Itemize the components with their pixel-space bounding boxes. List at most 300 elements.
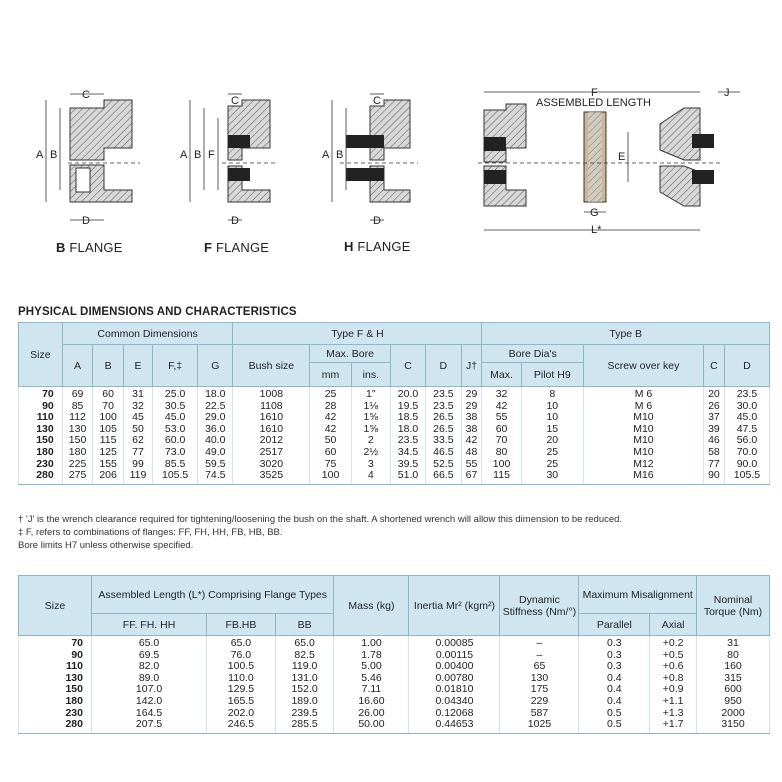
value-cell: 105.5 [724,470,769,484]
value-cell: 38 [461,412,482,424]
value-cell: 23.5 [390,435,425,447]
value-cell: 18.0 [198,387,233,401]
value-cell: 36.0 [198,424,233,436]
value-cell: 315 [697,673,770,685]
value-cell: 67 [461,470,482,484]
value-cell: 16.60 [334,696,409,708]
value-cell: 26.5 [426,412,461,424]
value-cell: 42 [482,401,521,413]
characteristics-row [19,636,770,650]
value-cell: 32 [123,401,152,413]
value-cell: 1⅛ [351,401,390,413]
group-max-bore: Max. Bore [310,345,391,363]
svg-text:B: B [194,149,202,161]
value-cell: 19.5 [390,401,425,413]
size-cell: 180 [19,696,92,708]
value-cell: 23.5 [426,401,461,413]
value-cell: 77 [703,459,724,471]
value-cell: 26.00 [334,708,409,720]
value-cell: +1.3 [650,708,697,720]
col2-axial: Axial [650,614,697,636]
value-cell: 0.12068 [409,708,500,720]
col-pilot: Pilot H9 [521,363,583,387]
value-cell: 180 [62,447,93,459]
value-cell: 82.0 [92,661,207,673]
value-cell: 3150 [697,719,770,733]
value-cell: 28 [310,401,352,413]
value-cell: 207.5 [92,719,207,733]
value-cell: 0.3 [579,650,650,662]
section-title: PHYSICAL DIMENSIONS AND CHARACTERISTICS [18,306,297,318]
value-cell: 2517 [233,447,310,459]
value-cell: 1610 [233,412,310,424]
value-cell: 65.0 [92,636,207,650]
value-cell: 37 [703,412,724,424]
value-cell: 50 [310,435,352,447]
col2-size: Size [19,576,92,636]
value-cell: 51.0 [390,470,425,484]
value-cell: 0.00400 [409,661,500,673]
svg-text:B: B [50,149,58,161]
size-cell: 90 [19,650,92,662]
value-cell: 18.5 [390,412,425,424]
col-g: G [198,345,233,387]
value-cell: 31 [697,636,770,650]
value-cell: 119.0 [275,661,334,673]
value-cell: 66.5 [426,470,461,484]
svg-text:A: A [322,149,330,161]
value-cell: 29 [461,387,482,401]
value-cell: 31 [123,387,152,401]
value-cell: M10 [583,447,703,459]
value-cell: 0.4 [579,696,650,708]
value-cell: 142.0 [92,696,207,708]
dimensions-row [19,424,770,436]
size-cell: 70 [19,636,92,650]
col-b: B [93,345,124,387]
characteristics-row [19,673,770,685]
value-cell: 285.5 [275,719,334,733]
value-cell: 25 [521,459,583,471]
value-cell: 202.0 [207,708,276,720]
value-cell: M10 [583,412,703,424]
value-cell: 85.5 [153,459,198,471]
svg-text:C: C [82,89,90,101]
size-cell: 180 [19,447,63,459]
value-cell: 30.5 [153,401,198,413]
value-cell: 42 [310,412,352,424]
svg-text:F: F [208,149,215,161]
value-cell: 112 [62,412,93,424]
value-cell: +0.5 [650,650,697,662]
value-cell: 70 [482,435,521,447]
value-cell: +0.8 [650,673,697,685]
value-cell: 18.0 [390,424,425,436]
col2-fb: FB.HB [207,614,276,636]
f-flange-label: F FLANGE [204,240,270,255]
value-cell: 80 [482,447,521,459]
h-flange-label: H FLANGE [344,239,411,254]
dimensions-table [18,322,770,485]
size-cell: 90 [19,401,63,413]
characteristics-row [19,708,770,720]
value-cell: 59.5 [198,459,233,471]
value-cell: 50 [123,424,152,436]
col-c: C [390,345,425,387]
value-cell: 229 [500,696,579,708]
value-cell: 73.0 [153,447,198,459]
assembled-drawing [478,87,740,236]
size-cell: 150 [19,435,63,447]
value-cell: 70 [93,401,124,413]
value-cell: 0.5 [579,708,650,720]
value-cell: 33.5 [426,435,461,447]
value-cell: 0.44653 [409,719,500,733]
value-cell: 2 [351,435,390,447]
value-cell: 10 [521,401,583,413]
value-cell: 77 [123,447,152,459]
value-cell: +0.9 [650,684,697,696]
svg-text:D: D [231,215,239,227]
b-flange-label: B FLANGE [56,240,123,255]
svg-text:D: D [373,215,381,227]
value-cell: 23.5 [724,387,769,401]
value-cell: 65.0 [275,636,334,650]
dimensions-row [19,387,770,401]
value-cell: 25.0 [153,387,198,401]
value-cell: 160 [697,661,770,673]
value-cell: 164.5 [92,708,207,720]
technical-drawings [0,0,782,300]
value-cell: 152.0 [275,684,334,696]
value-cell: 110.0 [207,673,276,685]
value-cell: 587 [500,708,579,720]
col2-mass: Mass (kg) [334,576,409,636]
value-cell: 950 [697,696,770,708]
value-cell: 90 [703,470,724,484]
col-d2: D [724,345,769,387]
value-cell: 39 [703,424,724,436]
group-assembled: Assembled Length (L*) Comprising Flange Types [92,576,334,614]
col-f: F,‡ [153,345,198,387]
value-cell: 150 [62,435,93,447]
value-cell: 246.5 [207,719,276,733]
value-cell: 8 [521,387,583,401]
value-cell: 100 [482,459,521,471]
value-cell: 25 [310,387,352,401]
value-cell: 0.3 [579,636,650,650]
group-b: Type B [482,323,770,345]
value-cell: 0.01810 [409,684,500,696]
value-cell: 55 [482,412,521,424]
value-cell: 165.5 [207,696,276,708]
svg-text:A: A [36,149,44,161]
value-cell: 600 [697,684,770,696]
svg-text:C: C [231,95,239,107]
value-cell: 130 [500,673,579,685]
value-cell: 45.0 [724,412,769,424]
value-cell: 275 [62,470,93,484]
characteristics-row [19,684,770,696]
value-cell: 1⅝ [351,412,390,424]
size-cell: 230 [19,708,92,720]
value-cell: 100 [93,412,124,424]
value-cell: 99 [123,459,152,471]
value-cell: 52.5 [426,459,461,471]
value-cell: 85 [62,401,93,413]
value-cell: 23.5 [426,387,461,401]
size-cell: 150 [19,684,92,696]
value-cell: 26.5 [426,424,461,436]
value-cell: 15 [521,424,583,436]
value-cell: 175 [500,684,579,696]
group-common: Common Dimensions [62,323,233,345]
value-cell: 5.46 [334,673,409,685]
value-cell: 1⅝ [351,424,390,436]
group-bore-dias: Bore Dia's [482,345,583,363]
value-cell: 4 [351,470,390,484]
size-cell: 230 [19,459,63,471]
svg-text:ASSEMBLED LENGTH: ASSEMBLED LENGTH [536,97,651,109]
value-cell: 55 [461,459,482,471]
value-cell: +0.6 [650,661,697,673]
col-screw: Screw over key [583,345,703,387]
value-cell: +1.1 [650,696,697,708]
value-cell: 32 [482,387,521,401]
b-flange-drawing [36,89,140,227]
svg-text:L*: L* [591,224,602,236]
value-cell: 7.11 [334,684,409,696]
value-cell: 0.00115 [409,650,500,662]
value-cell: 89.0 [92,673,207,685]
value-cell: M 6 [583,387,703,401]
value-cell: 69 [62,387,93,401]
size-cell: 280 [19,470,63,484]
value-cell: 105.5 [153,470,198,484]
value-cell: 20 [521,435,583,447]
footnote-bore: Bore limits H7 unless otherwise specified. [18,540,194,551]
svg-text:E: E [618,151,626,163]
value-cell: 29 [461,401,482,413]
value-cell: 42 [310,424,352,436]
value-cell: 119 [123,470,152,484]
value-cell: 1108 [233,401,310,413]
value-cell: 62 [123,435,152,447]
value-cell: 125 [93,447,124,459]
dimensions-row [19,435,770,447]
value-cell: 1" [351,387,390,401]
value-cell: 206 [93,470,124,484]
h-flange-drawing [322,94,418,227]
svg-text:F: F [591,87,598,99]
dimensions-row [19,470,770,484]
col-a: A [62,345,93,387]
value-cell: 74.5 [198,470,233,484]
value-cell: 130 [62,424,93,436]
value-cell: 60 [93,387,124,401]
value-cell: 1.78 [334,650,409,662]
characteristics-table [18,575,770,734]
value-cell: 129.5 [207,684,276,696]
value-cell: 115 [93,435,124,447]
characteristics-row [19,696,770,708]
footnote-j: † 'J' is the wrench clearance required for tightening/loosening the bush on the shaft. A shortened wrench will allow this dimension to be reduced. [18,514,623,525]
col-max: Max. [482,363,521,387]
value-cell: 1610 [233,424,310,436]
value-cell: 131.0 [275,673,334,685]
value-cell: 189.0 [275,696,334,708]
value-cell: 5.00 [334,661,409,673]
value-cell: M10 [583,435,703,447]
size-cell: 110 [19,661,92,673]
value-cell: 155 [93,459,124,471]
characteristics-row [19,661,770,673]
value-cell: 10 [521,412,583,424]
value-cell: 65 [500,661,579,673]
characteristics-table-body [19,636,770,734]
value-cell: 100 [310,470,352,484]
characteristics-row [19,650,770,662]
col-d: D [426,345,461,387]
value-cell: 48 [461,447,482,459]
svg-text:B: B [336,149,344,161]
size-cell: 70 [19,387,63,401]
value-cell: 60 [310,447,352,459]
value-cell: 239.5 [275,708,334,720]
value-cell: 47.5 [724,424,769,436]
col-ins: ins. [351,363,390,387]
value-cell: 39.5 [390,459,425,471]
col-e: E [123,345,152,387]
value-cell: 30 [521,470,583,484]
value-cell: 100.5 [207,661,276,673]
footnotes [18,513,622,552]
value-cell: 69.5 [92,650,207,662]
value-cell: 0.04340 [409,696,500,708]
value-cell: 22.5 [198,401,233,413]
value-cell: 2012 [233,435,310,447]
value-cell: 26 [703,401,724,413]
value-cell: 20 [703,387,724,401]
value-cell: 60.0 [153,435,198,447]
value-cell: 34.5 [390,447,425,459]
value-cell: 75 [310,459,352,471]
value-cell: 20.0 [390,387,425,401]
col-j: J† [461,345,482,387]
col2-bb: BB [275,614,334,636]
value-cell: 29.0 [198,412,233,424]
value-cell: M10 [583,424,703,436]
value-cell: 45.0 [153,412,198,424]
value-cell: 49.0 [198,447,233,459]
value-cell: 76.0 [207,650,276,662]
value-cell: 0.3 [579,661,650,673]
size-cell: 130 [19,424,63,436]
svg-text:J: J [724,87,730,99]
value-cell: 3525 [233,470,310,484]
characteristics-row [19,719,770,733]
value-cell: 3 [351,459,390,471]
col-mm: mm [310,363,352,387]
value-cell: +0.2 [650,636,697,650]
value-cell: 38 [461,424,482,436]
value-cell: 45 [123,412,152,424]
col2-ff: FF. FH. HH [92,614,207,636]
value-cell: 90.0 [724,459,769,471]
value-cell: 1025 [500,719,579,733]
value-cell: 0.5 [579,719,650,733]
value-cell: M12 [583,459,703,471]
group-fh: Type F & H [233,323,482,345]
value-cell: 0.4 [579,684,650,696]
dimensions-row [19,412,770,424]
dimensions-row [19,447,770,459]
value-cell: 225 [62,459,93,471]
flange-diagrams [0,0,782,300]
f-flange-drawing [180,94,278,227]
svg-text:D: D [82,215,90,227]
value-cell: 2000 [697,708,770,720]
value-cell: 42 [461,435,482,447]
value-cell: 1.00 [334,636,409,650]
value-cell: 1008 [233,387,310,401]
value-cell: – [500,650,579,662]
size-cell: 130 [19,673,92,685]
svg-text:G: G [590,207,599,219]
col2-inertia: Inertia Mr² (kgm²) [409,576,500,636]
value-cell: 82.5 [275,650,334,662]
value-cell: 25 [521,447,583,459]
dimensions-row [19,401,770,413]
col2-parallel: Parallel [579,614,650,636]
value-cell: 46.5 [426,447,461,459]
value-cell: 65.0 [207,636,276,650]
value-cell: 30.0 [724,401,769,413]
value-cell: 50.00 [334,719,409,733]
value-cell: 0.4 [579,673,650,685]
svg-text:A: A [180,149,188,161]
footnote-f: ‡ F, refers to combinations of flanges: FF, FH, HH, FB, HB, BB. [18,527,283,538]
group-misalign: Maximum Misalignment [579,576,697,614]
value-cell: 58 [703,447,724,459]
value-cell: M 6 [583,401,703,413]
value-cell: 0.00085 [409,636,500,650]
value-cell: 53.0 [153,424,198,436]
value-cell: 115 [482,470,521,484]
col-bush: Bush size [233,345,310,387]
value-cell: 46 [703,435,724,447]
col2-stiffness: Dynamic Stiffness (Nm/°) [500,576,579,636]
value-cell: 107.0 [92,684,207,696]
value-cell: 70.0 [724,447,769,459]
svg-text:C: C [373,95,381,107]
col-c2: C [703,345,724,387]
value-cell: 40.0 [198,435,233,447]
value-cell: 0.00780 [409,673,500,685]
value-cell: 105 [93,424,124,436]
col-size: Size [19,323,63,387]
value-cell: +1.7 [650,719,697,733]
value-cell: M16 [583,470,703,484]
value-cell: 56.0 [724,435,769,447]
dimensions-table-body [19,387,770,485]
size-cell: 280 [19,719,92,733]
value-cell: 2½ [351,447,390,459]
col2-torque: Nominal Torque (Nm) [697,576,770,636]
size-cell: 110 [19,412,63,424]
value-cell: 60 [482,424,521,436]
value-cell: – [500,636,579,650]
